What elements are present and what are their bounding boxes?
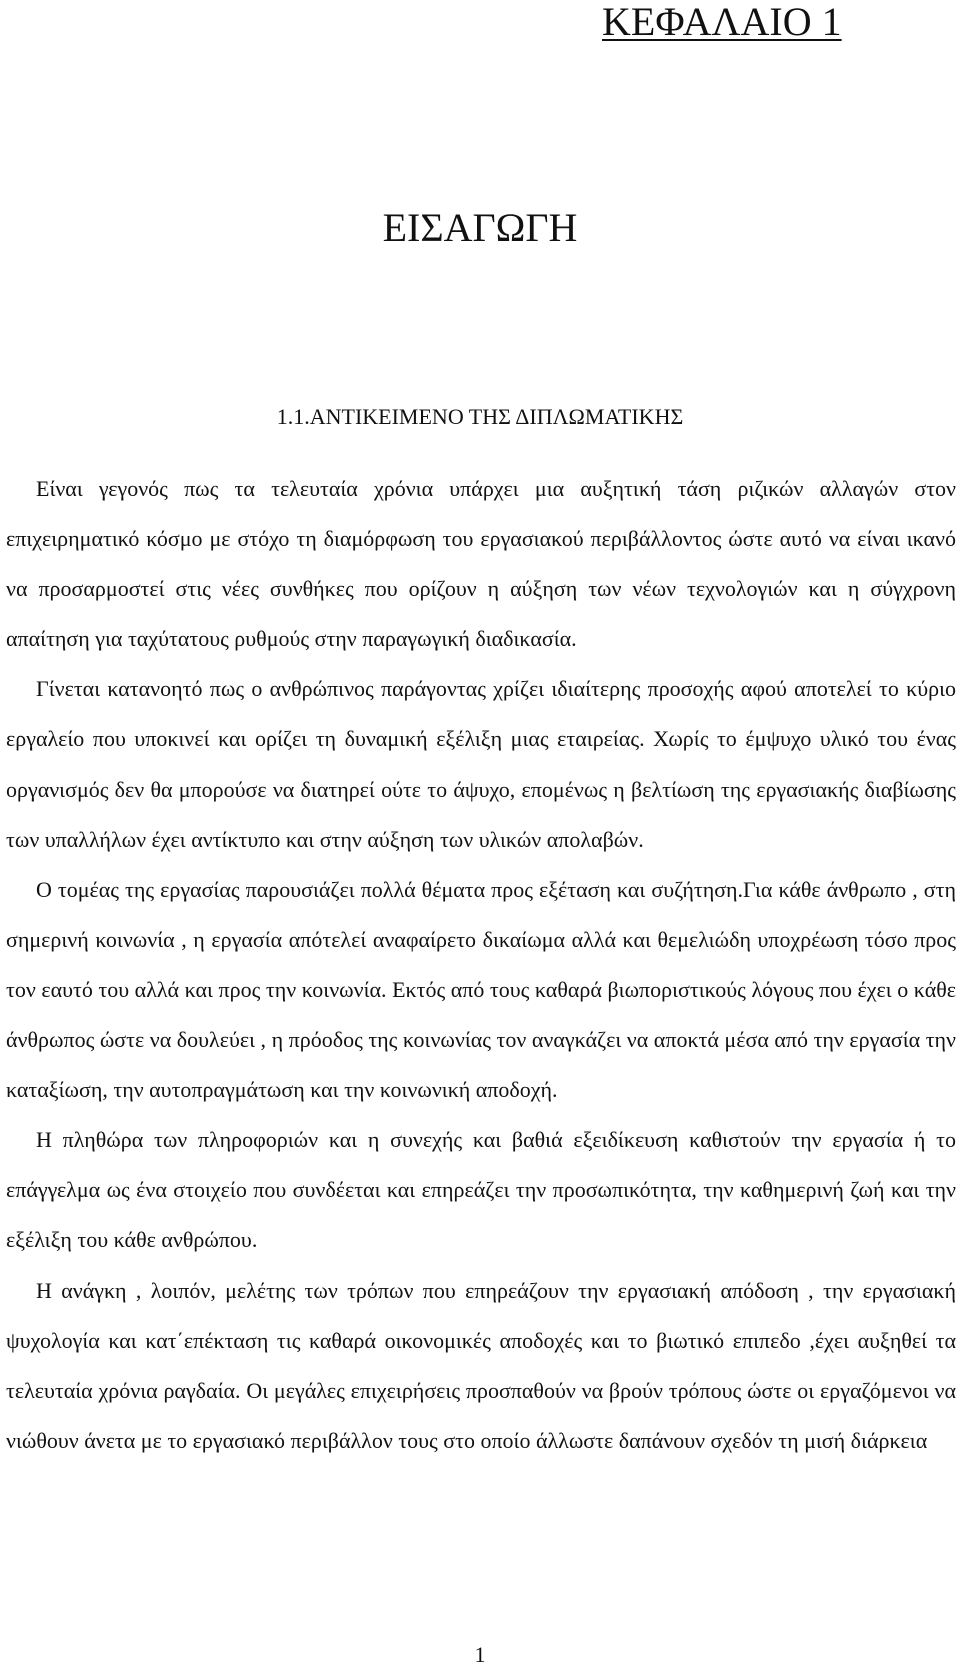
body-text (6, 464, 956, 1466)
paragraph: Είναι γεγονός πως τα τελευταία χρόνια υπάρχει μια αυξητική τάση ριζικών αλλαγών στον επιχειρηματικό κόσμο με στόχο τη διαμόρφωση του εργασιακού περιβάλλοντος ώστε αυτό να είναι ικανό να προσαρμοστεί στις νέες συνθήκες που ορίζουν η αύξηση των νέων τεχνολογιών και η σύγχρονη απαίτηση για ταχύτατους ρυθμούς στην παραγωγική διαδικασία. (6, 476, 956, 652)
subsection-title: 1.1.ΑΝΤΙΚΕΙΜΕΝΟ ΤΗΣ ΔΙΠΛΩΜΑΤΙΚΗΣ (276, 404, 684, 429)
section-title: ΕΙΣΑΓΩΓΗ (382, 205, 578, 250)
paragraph: Η ανάγκη , λοιπόν, μελέτης των τρόπων που επηρεάζουν την εργασιακή απόδοση , την εργασιακή ψυχολογία και κατ΄επέκταση τις καθαρά οικονομικές αποδοχές και το βιωτικό επιπεδο ,έχει αυξηθεί τα τελευταία χρόνια ραγδαία. Οι μεγάλες επιχειρήσεις προσπαθούν να βρούν τρόπους ώστε οι εργαζόμενοι να νιώθουν άνετα με το εργασιακό περιβάλλον τους στο οποίο άλλωστε δαπάνουν σχεδόν τη μισή διάρκεια (6, 1277, 956, 1453)
paragraph: Γίνεται κατανοητό πως ο ανθρώπινος παράγοντας χρίζει ιδιαίτερης προσοχής αφού αποτελεί το κύριο εργαλείο που υποκινεί και ορίζει τη δυναμική εξέλιξη μιας εταιρείας. Χωρίς το έμψυχο υλικό του ένας οργανισμός δεν θα μπορούσε να διατηρεί ούτε το άψυχο, επομένως η βελτίωση της εργασιακής διαβίωσης των υπαλλήλων έχει αντίκτυπο και στην αύξηση των υλικών απολαβών. (6, 676, 956, 852)
chapter-title: ΚΕΦΑΛΑΙΟ 1 (602, 0, 842, 44)
page-number: 1 (474, 1642, 486, 1667)
paragraph: Ο τομέας της εργασίας παρουσιάζει πολλά θέματα προς εξέταση και συζήτηση.Για κάθε άνθρωπο , στη σημερινή κοινωνία , η εργασία απότελεί αναφαίρετο δικαίωμα αλλά και θεμελιώδη υποχρέωση τόσο προς τον εαυτό του αλλά και προς την κοινωνία. Εκτός από τους καθαρά βιωποριστικούς λόγους που έχει ο κάθε άνθρωπος ώστε να δουλεύει , η πρόοδος της κοινωνίας τον αναγκάζει να αποκτά μέσα από την εργασία την καταξίωση, την αυτοπραγμάτωση και την κοινωνική αποδοχή. (6, 876, 956, 1103)
paragraph: Η πληθώρα των πληροφοριών και η συνεχής και βαθιά εξειδίκευση καθιστούν την εργασία ή το επάγγελμα ως ένα στοιχείο που συνδέεται και επηρεάζει την προσωπικότητα, την καθημερινή ζωή και την εξέλιξη του κάθε ανθρώπου. (6, 1127, 956, 1253)
